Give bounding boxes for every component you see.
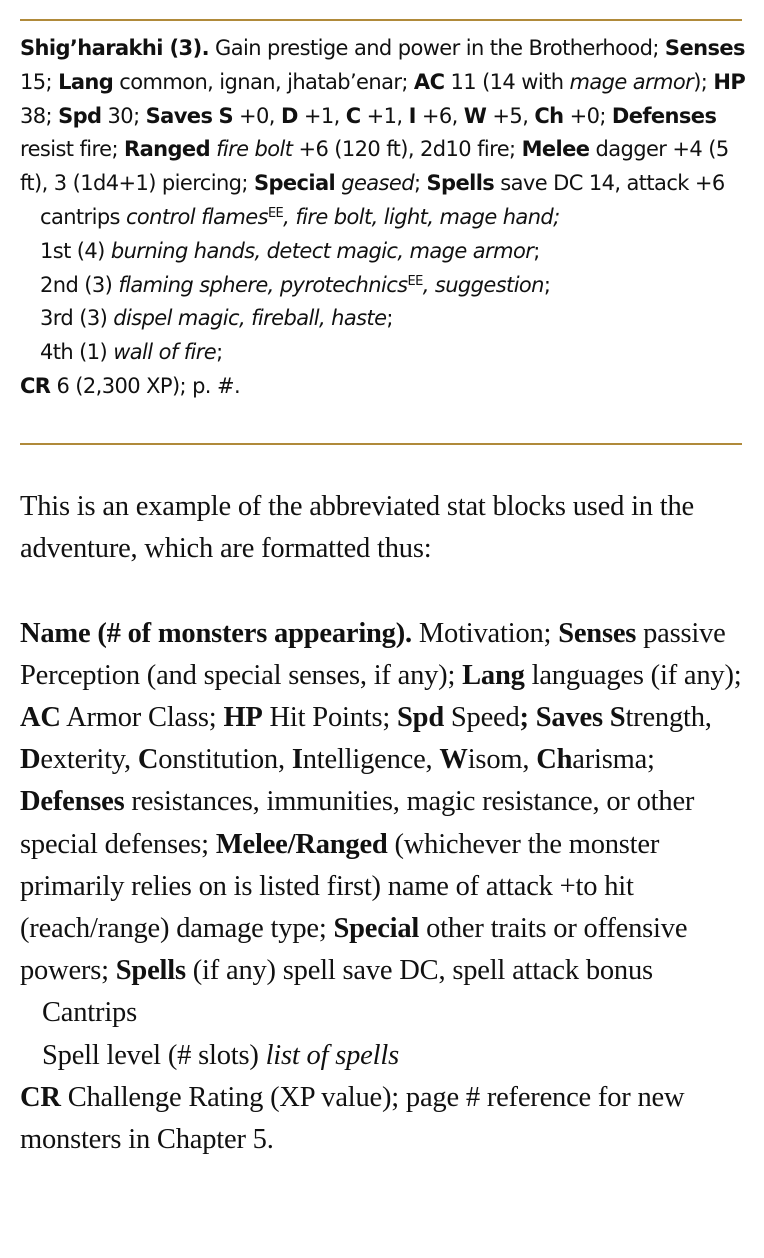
format-key-paragraph <box>20 613 750 993</box>
save-int-label: I <box>408 103 416 128</box>
save-con-label: C <box>345 103 361 128</box>
cr-label: CR <box>20 1081 61 1113</box>
ac-note: mage armor <box>569 69 694 94</box>
save-cha-abbr: Ch <box>536 744 573 776</box>
cr-label: CR <box>20 373 51 398</box>
lang-label: Lang <box>58 69 114 94</box>
spell-line-1st <box>20 235 750 269</box>
defenses-label: Defenses <box>611 103 717 128</box>
ranged-label: Ranged <box>124 137 210 162</box>
save-con-value: +1, <box>360 103 409 128</box>
spell-list: flaming sphere, pyrotechnics <box>118 272 408 297</box>
save-dex-value: +1, <box>297 103 346 128</box>
cr-value: 6 (2,300 XP); p. #. <box>50 373 241 398</box>
spell-list: wall of fire <box>113 340 217 365</box>
intro-paragraph: This is an example of the abbreviated stat blocks used in the adventure, which are formatted thus: <box>20 491 694 565</box>
ac-desc: Armor Class; <box>60 702 224 733</box>
spd-desc: Speed <box>443 702 520 733</box>
source-superscript: EE <box>267 205 284 221</box>
melee-value: dagger +4 (5 ft), 3 (1d4+1) piercing; <box>20 137 729 196</box>
spell-level: 3rd (3) <box>40 306 114 331</box>
save-con-rest: onstitution, <box>158 744 292 776</box>
cr-desc: Challenge Rating (XP value); page # reference for new monsters in Chapter 5. <box>20 1081 685 1156</box>
senses-label: Senses <box>558 617 637 649</box>
lang-value: common, ignan, jhatab’enar; <box>113 69 414 94</box>
saves-label: ; Saves <box>519 702 610 733</box>
ac-value: 11 (14 with <box>444 69 570 94</box>
spell-list: , fire bolt, light, mage hand; <box>283 204 560 229</box>
lang-desc: languages (if any); <box>524 659 742 691</box>
save-wis-abbr: W <box>439 744 468 776</box>
monster-name: Shig’harakhi (3). <box>20 36 209 60</box>
special-value: geased <box>341 171 414 196</box>
spells-value: save DC 14, attack +6 <box>494 171 725 196</box>
hp-label: HP <box>223 702 263 733</box>
bottom-divider-rule <box>20 443 742 445</box>
melee-ranged-label: Melee/Ranged <box>215 828 388 860</box>
challenge-rating-line <box>20 370 750 404</box>
save-wis-label: W <box>463 103 487 128</box>
save-dex-label: D <box>280 103 298 128</box>
spell-list-placeholder: list of spells <box>265 1039 399 1071</box>
defenses-value: resist fire; <box>20 137 124 162</box>
spells-label: Spells <box>426 171 495 196</box>
save-int-value: +6, <box>415 103 464 128</box>
saves-label: Saves <box>145 103 213 128</box>
defenses-desc: resistances, immunities, magic resistance, or other special defenses; <box>20 786 695 860</box>
save-wis-value: +5, <box>486 103 535 128</box>
spd-value: 30; <box>101 103 146 128</box>
spell-list: burning hands, detect magic, mage armor <box>110 238 534 263</box>
save-dex-abbr: D <box>20 744 41 776</box>
spell-line-tail: ; <box>543 272 551 297</box>
spell-level: cantrips <box>40 204 126 229</box>
ranged-value: +6 (120 ft), 2d10 fire; <box>292 137 522 162</box>
save-str-value: +0, <box>232 103 281 128</box>
spell-line-tail: ; <box>216 340 223 365</box>
save-con-abbr: C <box>137 744 159 776</box>
spell-line-3rd <box>20 302 750 336</box>
melee-ranged-desc: (whichever the monster primarily relies on is listed first) name of attack +to hit (reach/range) damage type; <box>20 828 660 945</box>
spell-list: , suggestion <box>422 272 544 297</box>
stat-block-example <box>20 32 750 404</box>
spd-label: Spd <box>397 702 444 733</box>
defenses-label: Defenses <box>20 786 125 818</box>
senses-desc: passive Perception (and special senses, if any); <box>20 617 726 691</box>
special-label: Special <box>333 913 420 945</box>
ac-tail: ); <box>693 69 714 94</box>
top-divider-rule <box>20 19 742 21</box>
stat-block-body <box>20 32 750 201</box>
spell-line-tail: ; <box>533 238 540 263</box>
spd-label: Spd <box>58 103 102 128</box>
lang-label: Lang <box>462 659 525 691</box>
spell-list: control flames <box>125 204 268 229</box>
name-label: Name (# of monsters appearing). <box>20 617 412 649</box>
spell-level-text: Spell level (# slots) <box>42 1039 266 1071</box>
spell-list: dispel magic, fireball, haste <box>113 306 387 331</box>
spell-level: 2nd (3) <box>40 272 119 297</box>
special-tail: ; <box>413 171 427 196</box>
save-int-rest: ntelligence, <box>302 744 440 776</box>
ac-label: AC <box>20 702 61 733</box>
save-dex-rest: exterity, <box>40 744 138 776</box>
spell-level-line <box>20 1035 750 1077</box>
spells-label: Spells <box>115 955 186 987</box>
save-cha-value: +0; <box>563 103 612 128</box>
hp-desc: Hit Points; <box>262 702 398 733</box>
spell-line-tail: ; <box>386 306 393 331</box>
spells-desc: (if any) spell save DC, spell attack bonus <box>185 955 653 987</box>
cantrips-line: Cantrips <box>42 997 137 1029</box>
format-explanation <box>20 486 750 1161</box>
senses-label: Senses <box>664 36 745 60</box>
spell-line-2nd <box>20 269 750 303</box>
melee-label: Melee <box>521 137 590 162</box>
hp-value: 38; <box>20 103 59 128</box>
special-label: Special <box>253 171 336 196</box>
spell-line-4th <box>20 336 750 370</box>
save-cha-rest: arisma; <box>572 744 655 776</box>
ranged-attack-name: fire bolt <box>216 137 293 162</box>
save-cha-label: Ch <box>534 103 564 128</box>
spell-line-cantrips <box>20 201 750 235</box>
spell-level: 4th (1) <box>40 340 114 365</box>
save-wis-rest: isom, <box>467 744 537 776</box>
save-str-label: S <box>218 103 233 128</box>
spell-level: 1st (4) <box>40 238 111 263</box>
paragraph-spacer <box>20 570 750 612</box>
senses-value: 15; <box>20 69 59 94</box>
special-desc: other traits or offensive powers; <box>20 913 688 987</box>
ac-label: AC <box>413 69 445 94</box>
motivation: Gain prestige and power in the Brotherhood; <box>208 36 665 60</box>
save-str-abbr: S <box>609 702 626 733</box>
source-superscript: EE <box>407 273 423 289</box>
cr-line <box>20 1077 750 1161</box>
save-str-rest: trength, <box>625 702 712 733</box>
save-int-abbr: I <box>291 744 303 776</box>
name-desc: Motivation; <box>411 617 559 649</box>
hp-label: HP <box>713 69 746 94</box>
